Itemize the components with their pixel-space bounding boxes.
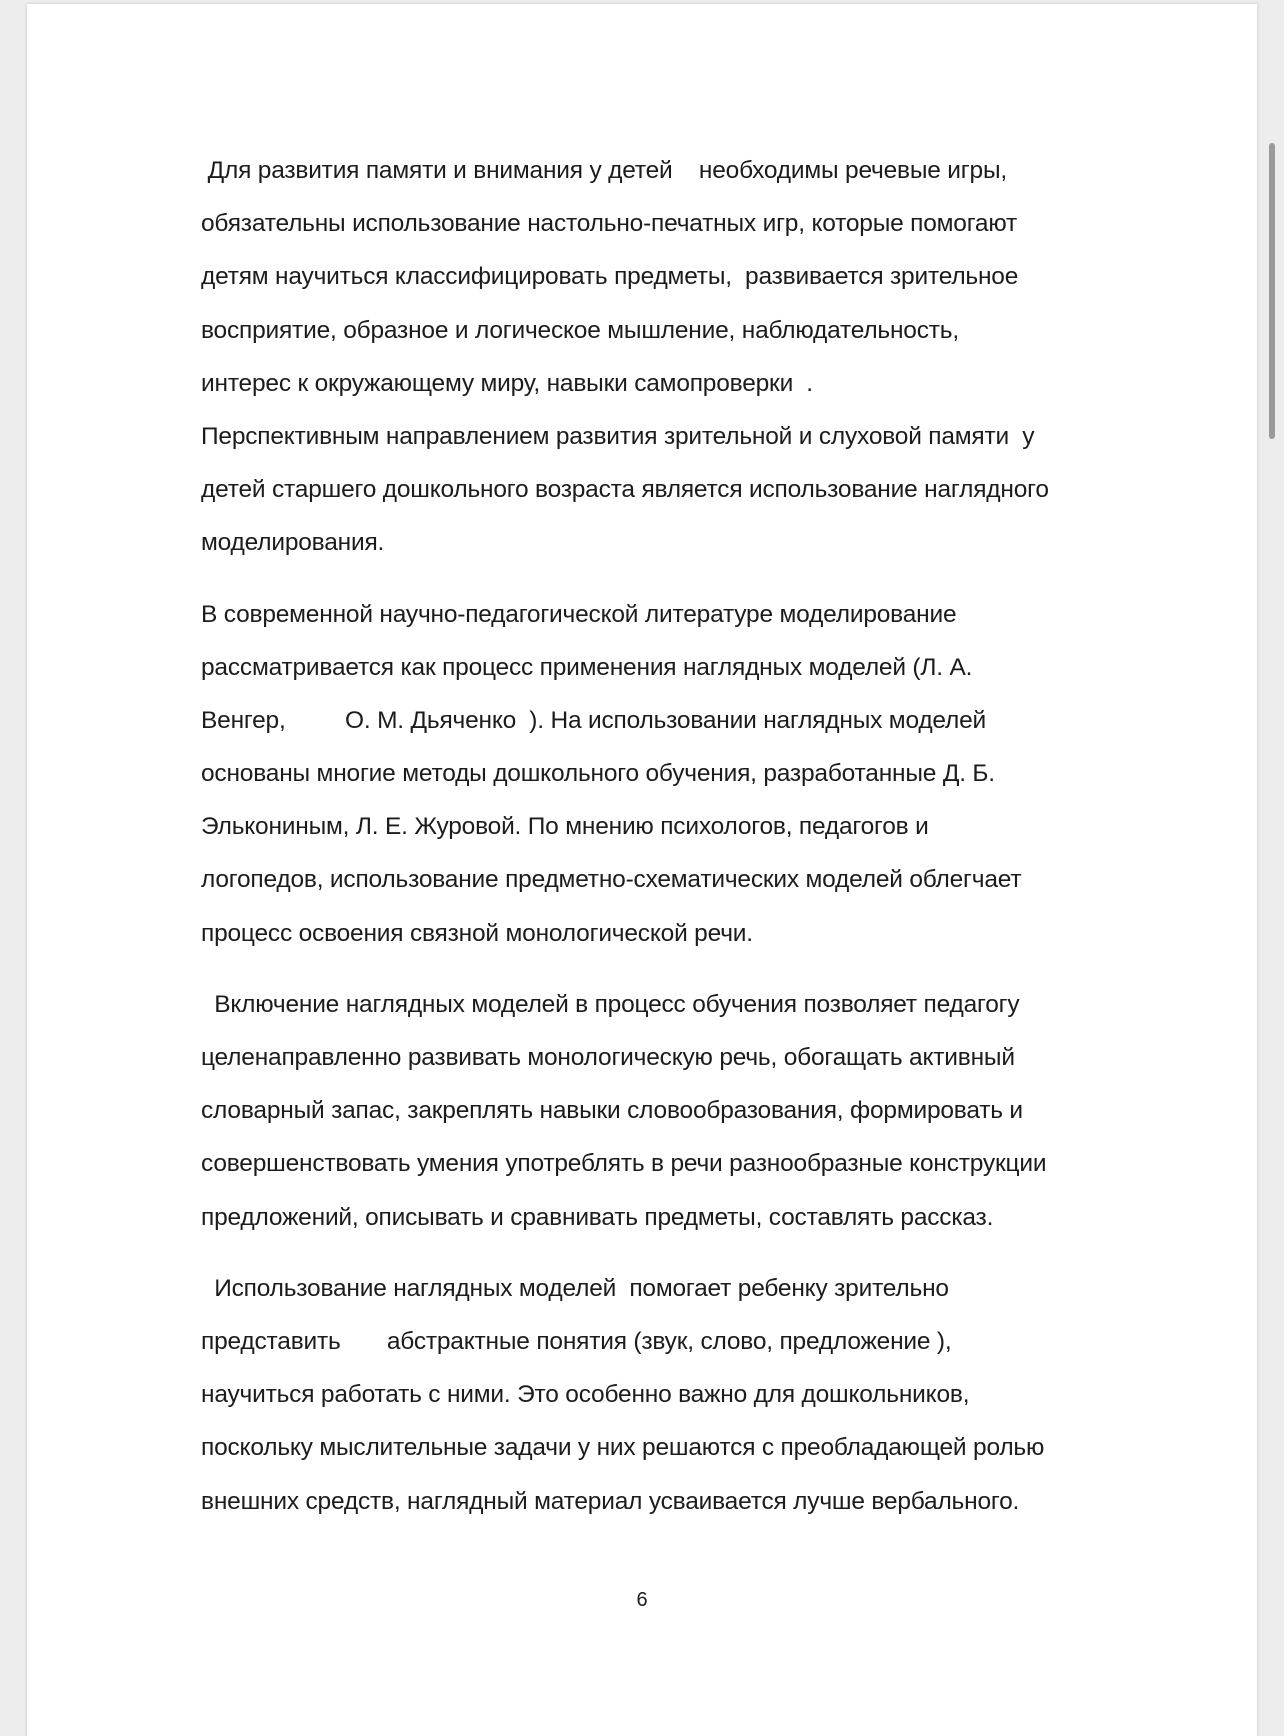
paragraph-visual-models-use bbox=[201, 1262, 1166, 1528]
scrollbar-thumb[interactable] bbox=[1269, 143, 1275, 439]
text-line: логопедов, использование предметно-схематических моделей облегчает bbox=[201, 866, 1022, 894]
document-page bbox=[27, 4, 1257, 1736]
text-line: словарный запас, закреплять навыки словообразования, формировать и bbox=[201, 1097, 1023, 1125]
text-line: Использование наглядных моделей помогает ребенку зрительно bbox=[201, 1274, 949, 1302]
paragraph-visual-models-inclusion bbox=[201, 978, 1166, 1244]
text-line: В современной научно-педагогической литературе моделирование bbox=[201, 600, 957, 628]
text-line: восприятие, образное и логическое мышление, наблюдательность, bbox=[201, 316, 959, 344]
paragraph-gap bbox=[201, 1244, 1166, 1262]
text-line: Включение наглядных моделей в процесс обучения позволяет педагогу bbox=[201, 990, 1020, 1018]
text-line: обязательны использование настольно-печатных игр, которые помогают bbox=[201, 210, 1018, 238]
page-body bbox=[201, 144, 1166, 1528]
text-line: детям научиться классифицировать предметы, развивается зрительное bbox=[201, 263, 1019, 291]
text-line: моделирования. bbox=[201, 529, 385, 557]
text-line: научиться работать с ними. Это особенно важно для дошкольников, bbox=[201, 1381, 970, 1409]
paragraph-modeling-literature bbox=[201, 588, 1166, 960]
text-line: совершенствовать умения употреблять в речи разнообразные конструкции bbox=[201, 1150, 1047, 1178]
text-line: поскольку мыслительные задачи у них решаются с преобладающей ролью bbox=[201, 1434, 1045, 1462]
text-line: основаны многие методы дошкольного обучения, разработанные Д. Б. bbox=[201, 760, 995, 788]
paragraph-gap bbox=[201, 960, 1166, 978]
text-line: рассматривается как процесс применения наглядных моделей (Л. А. bbox=[201, 653, 973, 681]
text-line: Элькониным, Л. Е. Журовой. По мнению психологов, педагогов и bbox=[201, 813, 929, 841]
paragraph-gap bbox=[201, 570, 1166, 588]
text-line: представить абстрактные понятия (звук, слово, предложение ), bbox=[201, 1327, 952, 1355]
text-line: детей старшего дошкольного возраста является использование наглядного bbox=[201, 476, 1049, 504]
page-number: 6 bbox=[636, 1589, 648, 1611]
text-line: процесс освоения связной монологической речи. bbox=[201, 919, 753, 947]
text-line: интерес к окружающему миру, навыки самопроверки . bbox=[201, 369, 813, 397]
text-line: целенаправленно развивать монологическую речь, обогащать активный bbox=[201, 1044, 1015, 1071]
text-line: предложений, описывать и сравнивать предметы, составлять рассказ. bbox=[201, 1203, 994, 1231]
vertical-scrollbar[interactable] bbox=[1265, 0, 1279, 1736]
text-line: Перспективным направлением развития зрительной и слуховой памяти у bbox=[201, 422, 1035, 450]
paragraph-memory-attention bbox=[201, 144, 1166, 570]
text-line: Для развития памяти и внимания у детей необходимы речевые игры, bbox=[201, 157, 1007, 184]
text-line: Венгер, О. М. Дьяченко ). На использовании наглядных моделей bbox=[201, 706, 987, 734]
text-line: внешних средств, наглядный материал усваивается лучше вербального. bbox=[201, 1487, 1020, 1515]
